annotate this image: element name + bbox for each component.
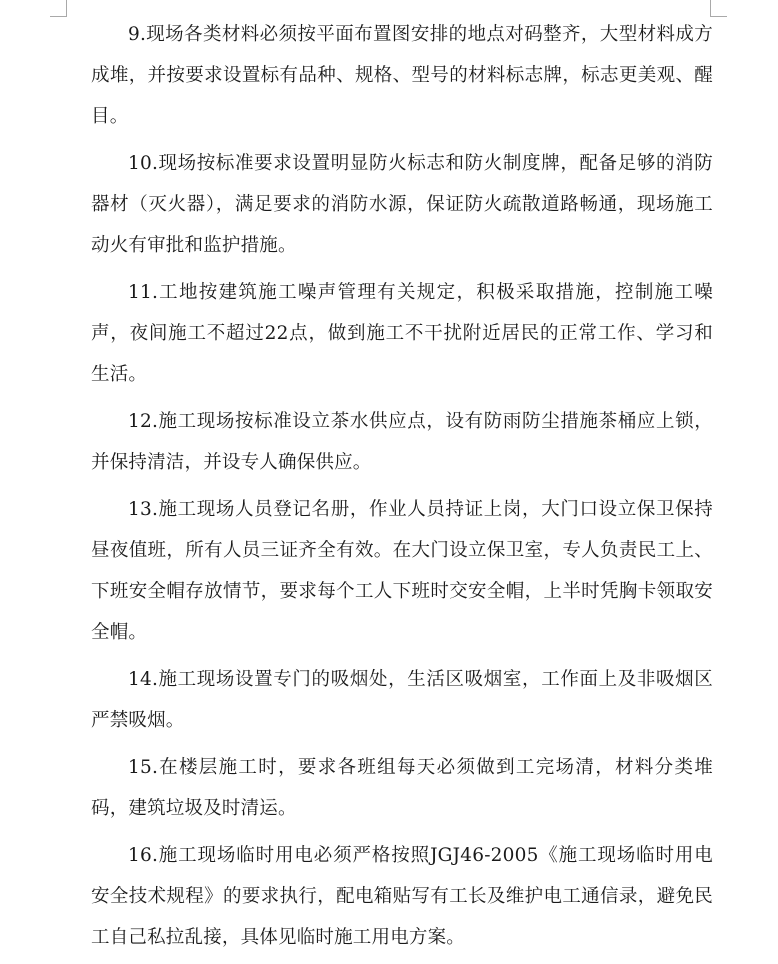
paragraph-item-12: 12.施工现场按标准设立茶水供应点，设有防雨防尘措施茶桶应上锁，并保持清洁，并设专人确保供应。 [91, 411, 713, 473]
page-corner-marker-left [50, 0, 67, 17]
paragraph-item-14: 14.施工现场设置专门的吸烟处，生活区吸烟室，工作面上及非吸烟区严禁吸烟。 [91, 669, 713, 731]
paragraph-item-15: 15.在楼层施工时，要求各班组每天必须做到工完场清，材料分类堆码，建筑垃圾及时清运。 [91, 757, 713, 819]
paragraph-item-9: 9.现场各类材料必须按平面布置图安排的地点对码整齐，大型材料成方成堆，并按要求设置标有品种、规格、型号的材料标志牌，标志更美观、醒目。 [91, 24, 713, 127]
paragraph-item-11: 11.工地按建筑施工噪声管理有关规定，积极采取措施，控制施工噪声，夜间施工不超过22点，做到施工不干扰附近居民的正常工作、学习和生活。 [91, 282, 713, 385]
paragraph-item-16: 16.施工现场临时用电必须严格按照JGJ46-2005《施工现场临时用电安全技术规程》的要求执行，配电箱贴写有工长及维护电工通信录，避免民工自己私拉乱接，具体见临时施工用电方案。 [91, 845, 713, 948]
paragraph-item-13: 13.施工现场人员登记名册，作业人员持证上岗，大门口设立保卫保持昼夜值班，所有人员三证齐全有效。在大门设立保卫室，专人负责民工上、下班安全帽存放情节，要求每个工人下班时交安全帽，上半时凭胸卡领取安全帽。 [91, 499, 713, 643]
paragraph-item-10: 10.现场按标准要求设置明显防火标志和防火制度牌，配备足够的消防器材（灭火器），满足要求的消防水源，保证防火疏散道路畅通，现场施工动火有审批和监护措施。 [91, 153, 713, 256]
document-body [91, 14, 713, 964]
